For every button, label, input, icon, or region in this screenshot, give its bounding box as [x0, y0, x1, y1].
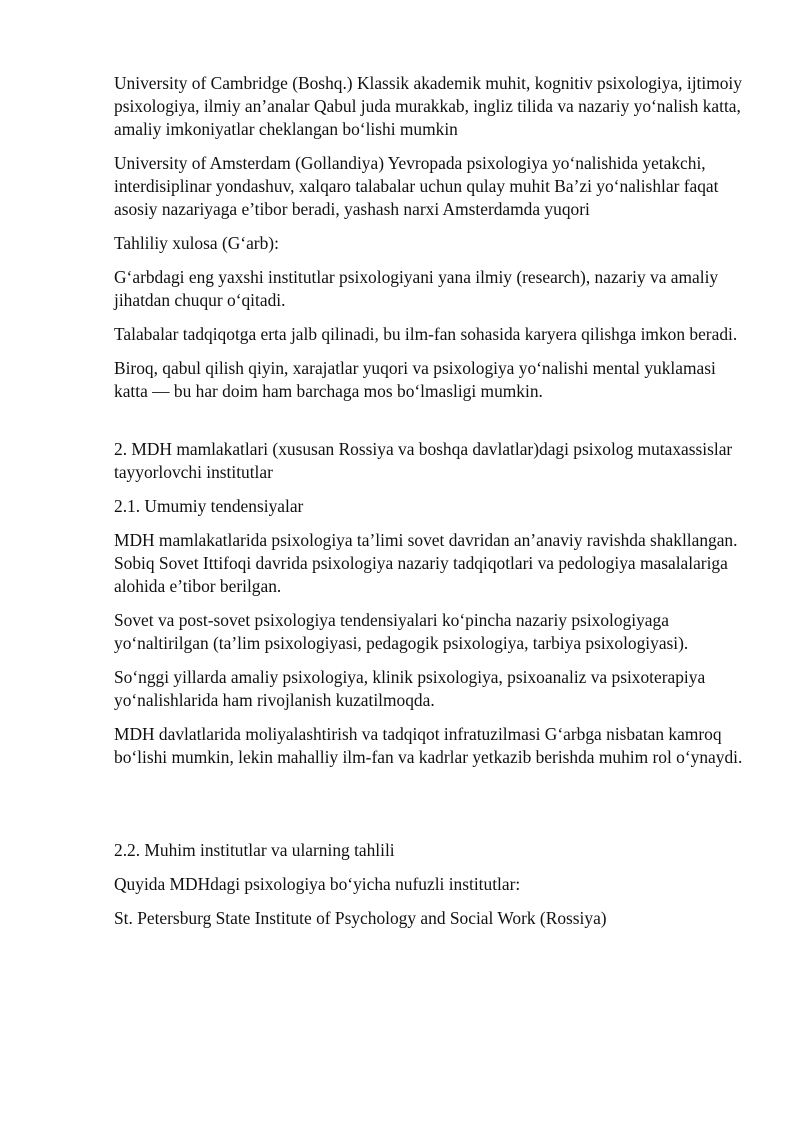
paragraph-analysis-1: G‘arbdagi eng yaxshi institutlar psixologiyani yana ilmiy (research), nazariy va amaliy jihatdan chuqur o‘qitadi. [114, 267, 719, 310]
paragraph-cambridge: University of Cambridge (Boshq.) Klassik akademik muhit, kognitiv psixologiya, ijtimoiy psixologiya, ilmiy an’analar Qabul juda murakkab, ingliz tilida va nazariy yo‘nalish katta, amaliy imkoniyatlar cheklangan bo‘lishi mumkin [114, 73, 742, 139]
section-2-heading: 2. MDH mamlakatlari (xususan Rossiya va boshqa davlatlar)dagi psixolog mutaxassislar tayyorlovchi institutlar [114, 439, 733, 482]
document-page [114, 72, 744, 941]
spacer [114, 414, 744, 438]
paragraph-institutes-intro: Quyida MDHdagi psixologiya bo‘yicha nufuzli institutlar: [114, 874, 521, 894]
paragraph-cis-2: Sovet va post-sovet psixologiya tendensiyalari ko‘pincha nazariy psixologiyaga yo‘naltirilgan (ta’lim psixologiyasi, pedagogik psixologiya, tarbiya psixologiyasi). [114, 610, 689, 653]
paragraph-analysis-3: Biroq, qabul qilish qiyin, xarajatlar yuqori va psixologiya yo‘nalishi mental yuklamasi katta — bu har doim ham barchaga mos bo‘lmasligi mumkin. [114, 358, 716, 401]
paragraph-amsterdam: University of Amsterdam (Gollandiya) Yevropada psixologiya yo‘nalishida yetakchi, interdisiplinar yondashuv, xalqaro talabalar uchun qulay muhit Ba’zi yo‘nalishlar faqat asosiy nazariyaga e’tibor beradi, yashash narxi Amsterdamda yuqori [114, 153, 719, 219]
paragraph-cis-4: MDH davlatlarida moliyalashtirish va tadqiqot infratuzilmasi G‘arbga nisbatan kamroq bo‘lishi mumkin, lekin mahalliy ilm-fan va kadrlar yetkazib berishda muhim rol o‘ynaydi. [114, 724, 743, 767]
paragraph-cis-3: So‘nggi yillarda amaliy psixologiya, klinik psixologiya, psixoanaliz va psixoterapiya yo‘nalishlarida ham rivojlanish kuzatilmoqda. [114, 667, 706, 710]
paragraph-analysis-2: Talabalar tadqiqotga erta jalb qilinadi, bu ilm-fan sohasida karyera qilishga imkon beradi. [114, 324, 738, 344]
section-2-2-heading: 2.2. Muhim institutlar va ularning tahlili [114, 840, 395, 860]
paragraph-analysis-title: Tahliliy xulosa (G‘arb): [114, 233, 279, 253]
paragraph-cis-1: MDH mamlakatlarida psixologiya ta’limi sovet davridan an’anaviy ravishda shakllangan. Sobiq Sovet Ittifoqi davrida psixologiya nazariy tadqiqotlari va pedologiya masalalariga alohida e’tibor berilgan. [114, 530, 738, 596]
section-2-1-heading: 2.1. Umumiy tendensiyalar [114, 496, 304, 516]
institute-item: St. Petersburg State Institute of Psychology and Social Work (Rossiya) [114, 908, 607, 928]
spacer [114, 780, 744, 839]
